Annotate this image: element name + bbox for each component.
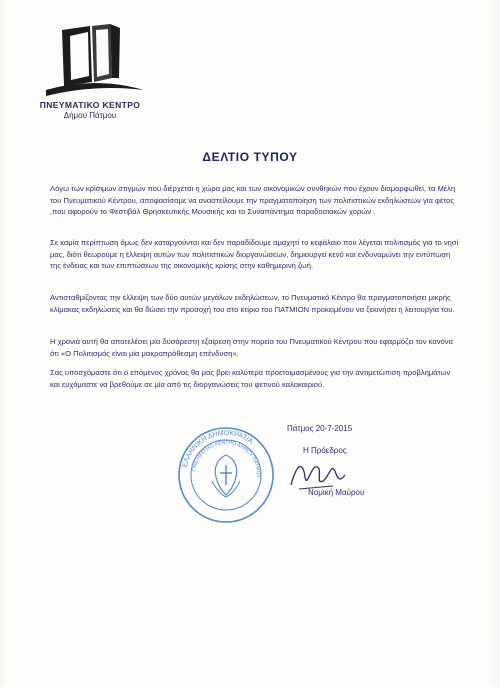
stamp-outer-text: ΕΛΛΗΝΙΚΗ ΔΗΜΟΚΡΑΤΙΑ [181,429,255,469]
paragraph-5: Σας υποσχόμαστε ότι ο επόμενος χρόνος θα μας βρει καλύτερα προετοιμασμένους για την αντιμετώπιση προβλημάτων και ευχόμαστε να βρεθούμε σε μία από τις διοργανώσεις του φετινού καλοκαιριού. [50,368,451,389]
signatory-role: Η Πρόεδρος [303,446,347,455]
stamp-inner-text: ΠΝΕΥΜΑΤΙΚΟ ΚΕΝΤΡΟ ΔΗΜΟΥ ΠΑΤΜΟΥ [191,439,262,478]
paragraph-1: Λόγω των κρίσιμων στιγμών που διέρχεται η χώρα μας και των οικονομικών συνθηκών που έχουν διαμορφωθεί, τα Μέλη του Πνευματικού Κέντρου, αποφασίσαμε να αναστείλουμε την πραγματοποίηση των πολιτιστικών εκδηλώσεων για φέτος ,που αφορούν το Φεστιβάλ Θρησκευτικής Μουσικής και το Συναπάντημα παραδοσιακών χορών . [50,184,456,216]
paragraph-2: Σε καμία περίπτωση όμως δεν καταργούνται και δεν παραδίδουμε αμαχητί το κεφάλαιο που λέγεται πολιτισμός για το νησί μας, διότι θεωρούμε η έλλειψη αυτών των πολιτιστικών διοργανώσεων, δημιουργεί κενό και ενδυναμώνει την εντύπωση της ένδειας και των επιπτώσεων της οικονομικής κρίσης στην καθημερινή ζωή. [50,238,459,270]
official-stamp [176,425,276,525]
organization-name: ΠΝΕΥΜΑΤΙΚΟ ΚΕΝΤΡΟ [39,100,141,110]
signatory-name: Νομική Μαύρου [308,488,365,497]
paragraph-4: Η χρονιά αυτή θα αποτελέσει μία δυσάρεστη εξαίρεση στην πορεία του Πνευματικού Κέντρου που εφαρμόζει τον κανόνα ότι «Ο Πολιτισμός είναι μία μακροπρόθεσμη επένδυση». [50,337,453,358]
paragraph-3: Αντισταθμίζοντας την έλλειψη των δύο αυτών μεγάλων εκδηλώσεων, το Πνευματικό Κέντρο θα πραγματοποιήσει μικρής κλίμακας εκδηλώσεις και θα δώσει την προσοχή του στο κτίριο του ΠΑΤΜΙΟΝ προκειμένου να ξεκινήσει η λειτουργία του. [50,293,455,314]
document-title: ΔΕΛΤΙΟ ΤΥΠΟΥ [202,150,298,164]
place-date: Πάτμος 20-7-2015 [287,424,353,433]
organization-subtitle: Δήμου Πάτμου [63,111,117,120]
